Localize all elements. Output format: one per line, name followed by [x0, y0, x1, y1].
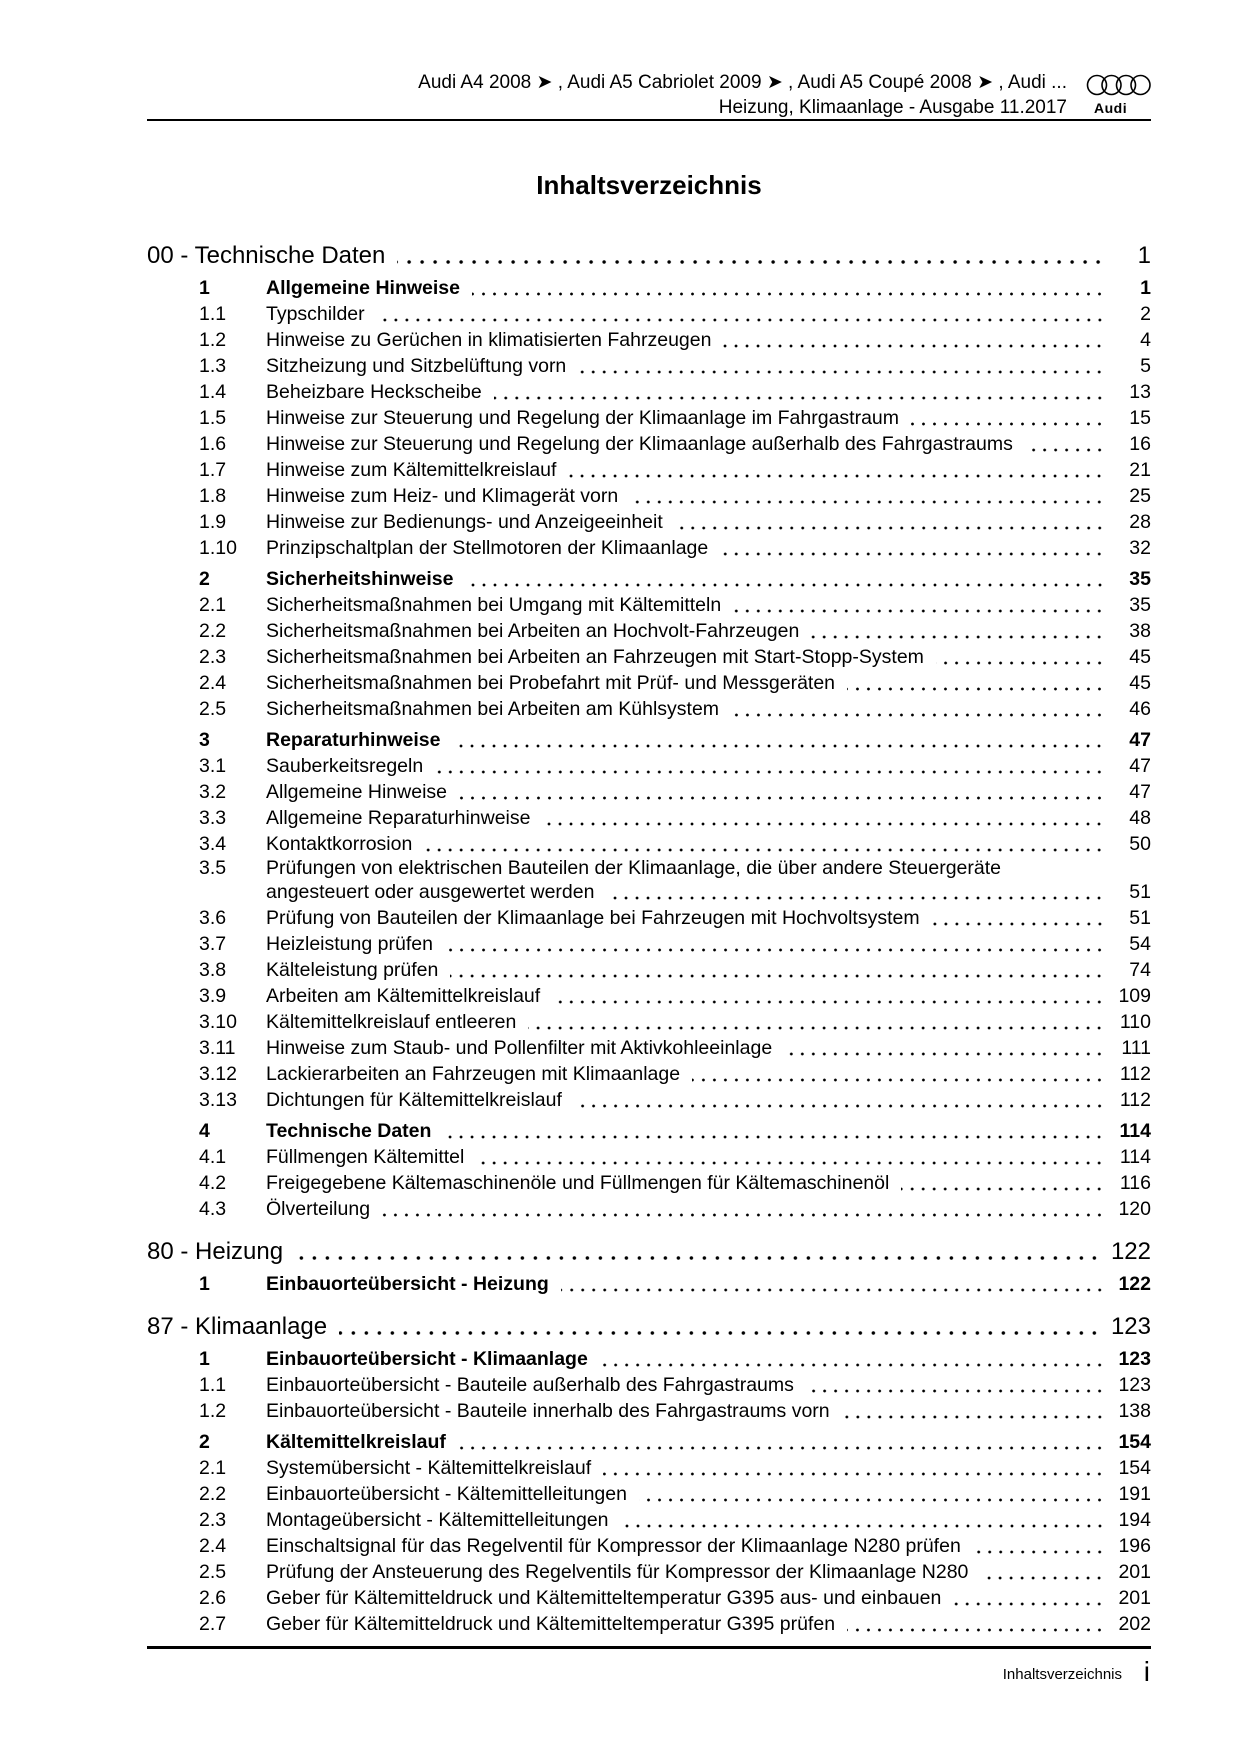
- entry-title[interactable]: Lackierarbeiten an Fahrzeugen mit Klimaanlage: [266, 1063, 681, 1085]
- entry-number: 2.4: [199, 672, 227, 694]
- dot-leader: [452, 739, 1105, 749]
- entry-title[interactable]: Kontaktkorrosion: [266, 833, 413, 855]
- page-number[interactable]: 116: [1119, 1172, 1151, 1194]
- entry-title-continued[interactable]: angesteuert oder ausgewertet werden: [266, 881, 595, 903]
- toc-entry[interactable]: [147, 957, 1151, 983]
- dot-leader: [842, 1410, 1105, 1420]
- entry-title[interactable]: Technische Daten: [266, 1120, 432, 1142]
- toc-entry[interactable]: [147, 1455, 1151, 1481]
- entry-title[interactable]: Füllmengen Kältemittel: [266, 1146, 465, 1168]
- entry-number: 4.3: [199, 1198, 227, 1220]
- page-number[interactable]: 47: [1129, 755, 1151, 777]
- page-number[interactable]: 114: [1119, 1146, 1151, 1168]
- entry-number: 1.10: [199, 537, 237, 559]
- toc-entry[interactable]: [147, 1196, 1151, 1222]
- entry-title[interactable]: Allgemeine Hinweise: [266, 277, 460, 299]
- entry-title[interactable]: Sicherheitsmaßnahmen bei Umgang mit Kältemitteln: [266, 594, 722, 616]
- page-number[interactable]: 16: [1129, 433, 1151, 455]
- toc-entry[interactable]: [147, 618, 1151, 644]
- dot-leader: [472, 287, 1105, 297]
- page-number[interactable]: 50: [1129, 833, 1151, 855]
- page-number[interactable]: 114: [1119, 1120, 1151, 1142]
- entry-number: 3.10: [199, 1011, 237, 1033]
- entry-number: 1.9: [199, 511, 227, 533]
- audi-rings-logo-icon: [1086, 74, 1152, 96]
- entry-title[interactable]: Beheizbare Heckscheibe: [266, 381, 482, 403]
- toc-section[interactable]: [147, 275, 1151, 301]
- toc-section[interactable]: [147, 566, 1151, 592]
- page-number[interactable]: 25: [1129, 485, 1151, 507]
- entry-title[interactable]: Hinweise zu Gerüchen in klimatisierten Fahrzeugen: [266, 329, 712, 351]
- dot-leader: [630, 495, 1105, 505]
- entry-title[interactable]: Prüfung der Ansteuerung des Regelventils für Kompressor der Klimaanlage N280: [266, 1561, 969, 1583]
- dot-leader: [542, 817, 1105, 827]
- toc-section[interactable]: [147, 1271, 1151, 1297]
- entry-title[interactable]: Ölverteilung: [266, 1198, 371, 1220]
- dot-leader: [784, 1047, 1105, 1057]
- chapter-title[interactable]: 87 - Klimaanlage: [147, 1313, 328, 1340]
- dot-leader: [574, 1099, 1105, 1109]
- toc-entry[interactable]: [147, 457, 1151, 483]
- entry-number: 2.5: [199, 698, 227, 720]
- toc-entry[interactable]: [147, 1585, 1151, 1611]
- page-number[interactable]: 4: [1140, 329, 1151, 351]
- dot-leader: [435, 765, 1105, 775]
- entry-title[interactable]: Reparaturhinweise: [266, 729, 441, 751]
- dot-leader: [811, 630, 1105, 640]
- toc-chapter[interactable]: [147, 240, 1151, 272]
- entry-number: 2.5: [199, 1561, 227, 1583]
- header-models: Audi A4 2008 ➤ , Audi A5 Cabriolet 2009 ➤ , Audi A5 Coupé 2008 ➤ , Audi ...: [418, 72, 1067, 93]
- entry-title[interactable]: Hinweise zur Bedienungs- und Anzeigeeinheit: [266, 511, 663, 533]
- toc-entry[interactable]: [147, 1481, 1151, 1507]
- entry-title[interactable]: Hinweise zur Steuerung und Regelung der Klimaanlage außerhalb des Fahrgastraums: [266, 433, 1013, 455]
- entry-title[interactable]: Kälteleistung prüfen: [266, 959, 439, 981]
- entry-title[interactable]: Hinweise zum Heiz- und Klimagerät vorn: [266, 485, 619, 507]
- entry-number: 3.13: [199, 1089, 237, 1111]
- dot-leader: [603, 1467, 1105, 1477]
- audi-logo-text: Audi: [1094, 100, 1128, 116]
- page-number[interactable]: 154: [1118, 1431, 1151, 1453]
- page-number[interactable]: 112: [1119, 1063, 1151, 1085]
- page-number[interactable]: 110: [1119, 1011, 1151, 1033]
- entry-title[interactable]: Allgemeine Hinweise: [266, 781, 448, 803]
- toc-entry[interactable]: [147, 592, 1151, 618]
- page-number[interactable]: 13: [1129, 381, 1151, 403]
- toc-entry[interactable]: [147, 779, 1151, 805]
- toc-entry[interactable]: [147, 644, 1151, 670]
- toc-entry[interactable]: [147, 905, 1151, 931]
- entry-title[interactable]: Sicherheitsmaßnahmen bei Arbeiten an Hochvolt-Fahrzeugen: [266, 620, 800, 642]
- entry-number: 3: [199, 729, 210, 751]
- page-number[interactable]: 21: [1129, 459, 1151, 481]
- toc-chapter[interactable]: [147, 1236, 1151, 1268]
- dot-leader: [295, 1251, 1101, 1261]
- page-number[interactable]: 138: [1118, 1400, 1151, 1422]
- entry-title[interactable]: Einbauorteübersicht - Kältemittelleitungen: [266, 1483, 627, 1505]
- page-number[interactable]: 45: [1129, 646, 1151, 668]
- page-number[interactable]: 1: [1140, 277, 1151, 299]
- dot-leader: [377, 313, 1105, 323]
- toc-entry[interactable]: [147, 753, 1151, 779]
- dot-leader: [911, 417, 1105, 427]
- page-number[interactable]: 51: [1129, 881, 1151, 903]
- entry-number: 3.5: [199, 857, 227, 879]
- entry-title[interactable]: Heizleistung prüfen: [266, 933, 433, 955]
- entry-title[interactable]: Einbauorteübersicht - Heizung: [266, 1273, 549, 1295]
- entry-number: 3.1: [199, 755, 227, 777]
- entry-number: 1.1: [199, 1374, 227, 1396]
- page-number[interactable]: 1: [1137, 242, 1151, 269]
- entry-number: 4: [199, 1120, 210, 1142]
- entry-title[interactable]: Sicherheitsmaßnahmen bei Arbeiten an Fahrzeugen mit Start-Stopp-System: [266, 646, 924, 668]
- entry-title[interactable]: Hinweise zum Staub- und Pollenfilter mit Aktivkohleeinlage: [266, 1037, 773, 1059]
- toc-entry[interactable]: [147, 1009, 1151, 1035]
- dot-leader: [639, 1493, 1105, 1503]
- chapter-title[interactable]: 00 - Technische Daten: [147, 242, 386, 269]
- entry-number: 2: [199, 568, 210, 590]
- toc-entry[interactable]: [147, 405, 1151, 431]
- toc-chapter[interactable]: [147, 1311, 1151, 1343]
- page-title: Inhaltsverzeichnis: [536, 170, 762, 200]
- dot-leader: [936, 656, 1105, 666]
- entry-number: 2.1: [199, 594, 227, 616]
- page-number[interactable]: 123: [1110, 1313, 1151, 1340]
- entry-number: 3.6: [199, 907, 227, 929]
- dot-leader: [494, 391, 1105, 401]
- dot-leader: [621, 1519, 1105, 1529]
- entry-title[interactable]: Hinweise zum Kältemittelkreislauf: [266, 459, 557, 481]
- dot-leader: [568, 469, 1105, 479]
- dot-leader: [443, 1130, 1105, 1140]
- toc-entry[interactable]: [147, 983, 1151, 1009]
- header-edition: Heizung, Klimaanlage - Ausgabe 11.2017: [718, 97, 1067, 118]
- dot-leader: [723, 339, 1105, 349]
- toc-entry[interactable]: [147, 1372, 1151, 1398]
- dot-leader: [973, 1545, 1105, 1555]
- entry-title[interactable]: Geber für Kältemitteldruck und Kältemitteltemperatur G395 prüfen: [266, 1613, 836, 1635]
- entry-title[interactable]: Prüfungen von elektrischen Bauteilen der Klimaanlage, die über andere Steuergeräte: [266, 857, 1001, 879]
- entry-number: 1.5: [199, 407, 227, 429]
- toc-entry[interactable]: [147, 805, 1151, 831]
- entry-number: 1.7: [199, 459, 227, 481]
- page-number[interactable]: 123: [1118, 1374, 1151, 1396]
- toc-entry[interactable]: [147, 1398, 1151, 1424]
- toc-entry[interactable]: [147, 696, 1151, 722]
- entry-number: 3.9: [199, 985, 227, 1007]
- entry-number: 1.4: [199, 381, 227, 403]
- page-number[interactable]: 194: [1118, 1509, 1151, 1531]
- page-number[interactable]: 154: [1118, 1457, 1151, 1479]
- entry-title[interactable]: Einbauorteübersicht - Bauteile außerhalb des Fahrgastraums: [266, 1374, 794, 1396]
- entry-title[interactable]: Hinweise zur Steuerung und Regelung der Klimaanlage im Fahrgastraum: [266, 407, 900, 429]
- entry-number: 1: [199, 1273, 210, 1295]
- entry-title[interactable]: Allgemeine Reparaturhinweise: [266, 807, 531, 829]
- entry-number: 1.2: [199, 329, 227, 351]
- toc-entry[interactable]: [147, 301, 1151, 327]
- toc-entry[interactable]: [147, 1533, 1151, 1559]
- entry-number: 2.1: [199, 1457, 227, 1479]
- page-number[interactable]: 48: [1129, 807, 1151, 829]
- entry-number: 3.11: [199, 1037, 236, 1059]
- dot-leader: [692, 1073, 1105, 1083]
- toc-entry[interactable]: [147, 1035, 1151, 1061]
- page-number[interactable]: 54: [1129, 933, 1151, 955]
- dot-leader: [806, 1384, 1105, 1394]
- entry-number: 2.3: [199, 646, 227, 668]
- page-number[interactable]: 112: [1119, 1089, 1151, 1111]
- page-number[interactable]: 202: [1118, 1613, 1151, 1635]
- entry-title[interactable]: Einbauorteübersicht - Klimaanlage: [266, 1348, 588, 1370]
- dot-leader: [528, 1021, 1105, 1031]
- dot-leader: [476, 1156, 1105, 1166]
- page-number[interactable]: 201: [1118, 1561, 1151, 1583]
- toc-section[interactable]: [147, 1429, 1151, 1455]
- entry-title[interactable]: Freigegebene Kältemaschinenöle und Füllmengen für Kältemaschinenöl: [266, 1172, 890, 1194]
- page-number[interactable]: 47: [1129, 729, 1151, 751]
- page-number[interactable]: 35: [1129, 568, 1151, 590]
- page-number[interactable]: 32: [1129, 537, 1151, 559]
- entry-number: 1.3: [199, 355, 227, 377]
- toc-entry[interactable]: [147, 1507, 1151, 1533]
- dot-leader: [980, 1571, 1105, 1581]
- entry-title[interactable]: Geber für Kältemitteldruck und Kältemitteltemperatur G395 aus- und einbauen: [266, 1587, 942, 1609]
- toc-entry[interactable]: [147, 535, 1151, 561]
- page-number[interactable]: 28: [1129, 511, 1151, 533]
- dot-leader: [552, 995, 1105, 1005]
- toc-entry[interactable]: [147, 1559, 1151, 1585]
- entry-title[interactable]: Sauberkeitsregeln: [266, 755, 424, 777]
- entry-number: 1: [199, 1348, 210, 1370]
- toc-entry[interactable]: [147, 1144, 1151, 1170]
- entry-number: 1: [199, 277, 210, 299]
- entry-title[interactable]: Sitzheizung und Sitzbelüftung vorn: [266, 355, 567, 377]
- entry-title[interactable]: Arbeiten am Kältemittelkreislauf: [266, 985, 541, 1007]
- toc-entry[interactable]: [147, 1170, 1151, 1196]
- footer-page-number: i: [1143, 1656, 1150, 1687]
- page-number[interactable]: 2: [1140, 303, 1151, 325]
- page-number[interactable]: 122: [1110, 1238, 1151, 1265]
- toc-entry[interactable]: [147, 1611, 1151, 1637]
- toc-entry[interactable]: [147, 483, 1151, 509]
- entry-number: 2.4: [199, 1535, 227, 1557]
- toc-section[interactable]: [147, 1346, 1151, 1372]
- entry-title[interactable]: Prinzipschaltplan der Stellmotoren der Klimaanlage: [266, 537, 709, 559]
- page-number[interactable]: 51: [1129, 907, 1151, 929]
- entry-title[interactable]: Typschilder: [266, 303, 365, 325]
- chapter-title[interactable]: 80 - Heizung: [147, 1238, 284, 1265]
- dot-leader: [731, 708, 1105, 718]
- toc-entry[interactable]: [147, 931, 1151, 957]
- entry-number: 2.2: [199, 1483, 227, 1505]
- toc-section[interactable]: [147, 1118, 1151, 1144]
- dot-leader: [901, 1182, 1105, 1192]
- toc-entry[interactable]: [147, 857, 1151, 879]
- page-number[interactable]: 122: [1118, 1273, 1151, 1295]
- page-number[interactable]: 46: [1129, 698, 1151, 720]
- entry-number: 1.2: [199, 1400, 227, 1422]
- dot-leader: [847, 682, 1105, 692]
- dot-leader: [561, 1283, 1105, 1293]
- dot-leader: [953, 1597, 1105, 1607]
- entry-number: 1.6: [199, 433, 227, 455]
- toc-entry[interactable]: [147, 1061, 1151, 1087]
- entry-title[interactable]: Montageübersicht - Kältemittelleitungen: [266, 1509, 609, 1531]
- footer-label: Inhaltsverzeichnis: [1002, 1666, 1122, 1683]
- toc-entry[interactable]: [147, 327, 1151, 353]
- dot-leader: [382, 1208, 1105, 1218]
- page-number[interactable]: 35: [1129, 594, 1151, 616]
- entry-number: 3.12: [199, 1063, 237, 1085]
- entry-title[interactable]: Systemübersicht - Kältemittelkreislauf: [266, 1457, 592, 1479]
- toc-entry[interactable]: [147, 431, 1151, 457]
- entry-number: 3.3: [199, 807, 227, 829]
- entry-title[interactable]: Sicherheitshinweise: [266, 568, 454, 590]
- toc-entry[interactable]: [147, 353, 1151, 379]
- entry-title[interactable]: Kältemittelkreislauf entleeren: [266, 1011, 517, 1033]
- toc-section[interactable]: [147, 727, 1151, 753]
- dot-leader: [466, 578, 1106, 588]
- toc-entry[interactable]: [147, 1087, 1151, 1113]
- dot-leader: [459, 791, 1105, 801]
- dot-leader: [675, 521, 1105, 531]
- dot-leader: [458, 1441, 1105, 1451]
- dot-leader: [397, 255, 1105, 265]
- dot-leader: [424, 843, 1105, 853]
- footer-rule: [147, 1646, 1151, 1649]
- entry-title[interactable]: Sicherheitsmaßnahmen bei Arbeiten am Kühlsystem: [266, 698, 720, 720]
- dot-leader: [339, 1326, 1101, 1336]
- table-of-contents: [147, 240, 1151, 1637]
- dot-leader: [445, 943, 1105, 953]
- entry-title[interactable]: Prüfung von Bauteilen der Klimaanlage bei Fahrzeugen mit Hochvoltsystem: [266, 907, 920, 929]
- page-number[interactable]: 74: [1129, 959, 1151, 981]
- entry-number: 2.2: [199, 620, 227, 642]
- entry-title[interactable]: Dichtungen für Kältemittelkreislauf: [266, 1089, 562, 1111]
- page-number[interactable]: 5: [1140, 355, 1151, 377]
- page-number[interactable]: 111: [1121, 1037, 1151, 1059]
- page-number[interactable]: 38: [1129, 620, 1151, 642]
- toc-entry[interactable]: [147, 831, 1151, 857]
- dot-leader: [578, 365, 1105, 375]
- dot-leader: [606, 891, 1105, 901]
- entry-number: 2.3: [199, 1509, 227, 1531]
- dot-leader: [733, 604, 1105, 614]
- entry-title[interactable]: Kältemittelkreislauf: [266, 1431, 446, 1453]
- toc-entry[interactable]: [147, 379, 1151, 405]
- toc-entry[interactable]: [147, 509, 1151, 535]
- page-number[interactable]: 123: [1118, 1348, 1151, 1370]
- page-number[interactable]: 45: [1129, 672, 1151, 694]
- page-number[interactable]: 196: [1118, 1535, 1151, 1557]
- entry-title[interactable]: Einbauorteübersicht - Bauteile innerhalb des Fahrgastraums vorn: [266, 1400, 830, 1422]
- entry-number: 1.1: [199, 303, 227, 325]
- dot-leader: [932, 917, 1105, 927]
- dot-leader: [720, 547, 1105, 557]
- page-number[interactable]: 47: [1129, 781, 1151, 803]
- entry-title[interactable]: Einschaltsignal für das Regelventil für Kompressor der Klimaanlage N280 prüfen: [266, 1535, 961, 1557]
- dot-leader: [1025, 443, 1105, 453]
- entry-title[interactable]: Sicherheitsmaßnahmen bei Probefahrt mit Prüf- und Messgeräten: [266, 672, 836, 694]
- header-rule: [147, 119, 1151, 121]
- entry-number: 3.2: [199, 781, 227, 803]
- entry-number: 3.4: [199, 833, 227, 855]
- entry-number: 4.1: [199, 1146, 227, 1168]
- entry-number: 1.8: [199, 485, 227, 507]
- toc-entry[interactable]: [147, 670, 1151, 696]
- page-number[interactable]: 15: [1129, 407, 1151, 429]
- entry-number: 2: [199, 1431, 210, 1453]
- dot-leader: [847, 1623, 1105, 1633]
- entry-number: 4.2: [199, 1172, 227, 1194]
- page-number[interactable]: 201: [1118, 1587, 1151, 1609]
- page-number[interactable]: 109: [1118, 985, 1151, 1007]
- page-number[interactable]: 191: [1118, 1483, 1151, 1505]
- toc-entry-continuation[interactable]: [147, 879, 1151, 905]
- page-number[interactable]: 120: [1118, 1198, 1151, 1220]
- entry-number: 3.8: [199, 959, 227, 981]
- entry-number: 3.7: [199, 933, 227, 955]
- dot-leader: [450, 969, 1105, 979]
- entry-number: 2.7: [199, 1613, 227, 1635]
- entry-number: 2.6: [199, 1587, 227, 1609]
- dot-leader: [600, 1358, 1105, 1368]
